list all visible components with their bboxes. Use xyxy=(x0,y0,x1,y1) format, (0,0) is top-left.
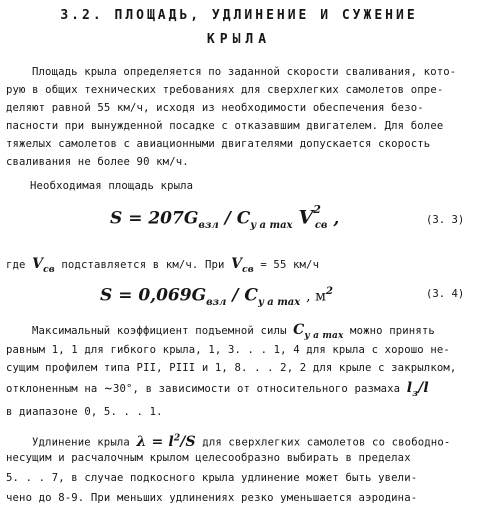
para3-line4: чено до 8-9. При меньших удлинениях резко уменьшается аэродина- xyxy=(6,492,418,504)
para3-line1: Удлинение крыла $\lambda = l^2/S$ для сверхлегких самолетов со свободно- xyxy=(32,433,451,450)
para1-line1: Площадь крыла определяется по заданной скорости сваливания, кото- xyxy=(32,66,457,78)
para2-line3: сущим профилем типа РII, РIII и 1, 8. . . 2, 2 для крыле с закрылком, xyxy=(6,362,457,374)
para1-line4: пасности при вынужденной посадке с отказавшим двигателем. Для более xyxy=(6,120,444,132)
para1-line2: рую в общих технических требованиях для сверхлегких самолетов опре- xyxy=(6,84,444,96)
para1-line6: сваливания не более 90 км/ч. xyxy=(6,156,189,168)
section-heading-line2: КРЫЛА xyxy=(206,32,272,47)
where-line: где $V_{cв}$ подставляется в км/ч. При $V_{cв} = 55$ км/ч xyxy=(6,256,320,275)
para1-line3: деляют равной 55 км/ч, исходя из необходимости обеспечения безо- xyxy=(6,102,424,114)
para2-line2: равным 1, 1 для гибкого крыла, 1, 3. . . 1, 4 для крыла с хорошо не- xyxy=(6,344,450,356)
para3-line2: несущим и расчалочным крылом целесообразно выбирать в пределах xyxy=(6,452,411,464)
formula-3-3: $S = 207G_{взл} / C_{y a max}$ $V^2_{cв}$ , xyxy=(110,203,340,232)
formula-3-3-number: (3. 3) xyxy=(426,214,465,226)
para1-line5: тяжелых самолетов с авиационными двигателями допускается скорость xyxy=(6,138,431,150)
para2-line4: отклоненным на ~30°, в зависимости от относительного размаха $l_з/l$ xyxy=(6,380,429,399)
para2-line5: в диапазоне 0, 5. . . 1. xyxy=(6,406,163,418)
formula-intro: Необходимая площадь крыла xyxy=(30,180,194,192)
formula-3-4: $S = 0,069G_{взл} / C_{y a max}$ , $м^2$ xyxy=(100,285,333,309)
formula-3-4-number: (3. 4) xyxy=(426,288,465,300)
section-heading-line1: 3.2. ПЛОЩАДЬ, УДЛИНЕНИЕ И СУЖЕНИЕ xyxy=(60,8,418,23)
para3-line3: 5. . . 7, в случае подкосного крыла удлинение может быть увели- xyxy=(6,472,418,484)
para2-line1: Максимальный коэффициент подъемной силы $C_{y a max}$ можно принять xyxy=(32,322,435,341)
